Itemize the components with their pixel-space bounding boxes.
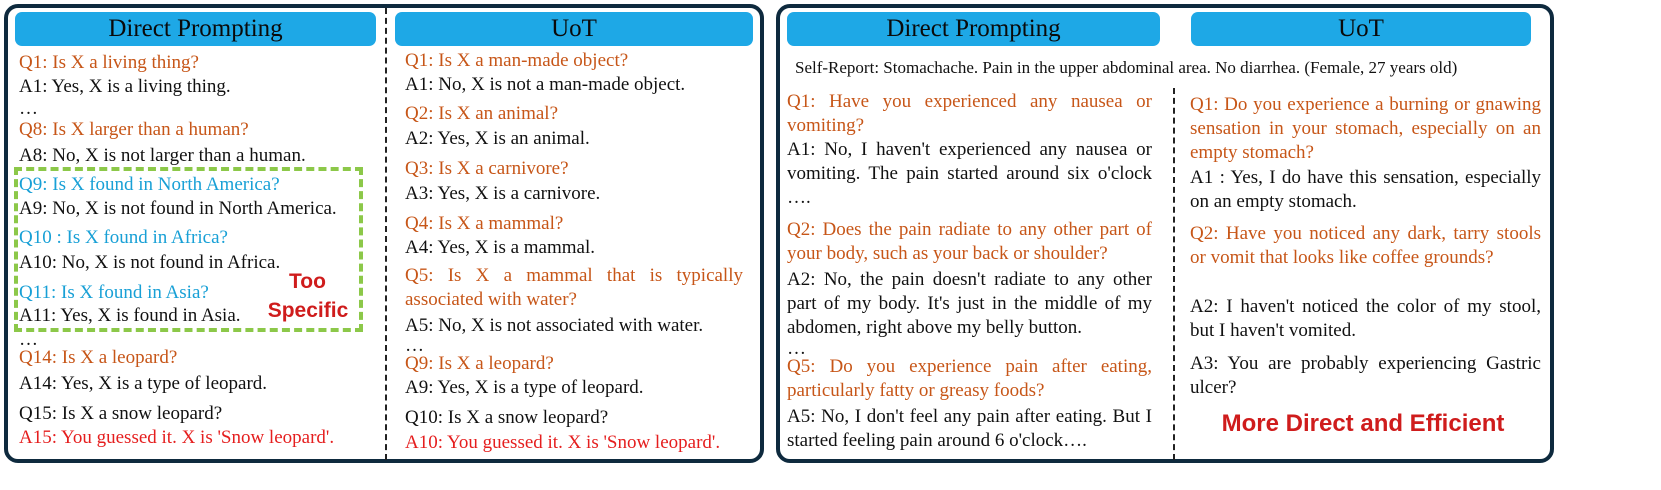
left-uot-header: UoT xyxy=(395,12,753,46)
left-uot-q2: Q2: Is X an animal? xyxy=(405,103,559,124)
left-direct-q11: Q11: Is X found in Asia? xyxy=(19,282,209,303)
left-direct-q10: Q10 : Is X found in Africa? xyxy=(19,227,228,248)
self-report: Self-Report: Stomachache. Pain in the upper abdominal area. No diarrhea. (Female, 27 years old) xyxy=(795,58,1458,77)
right-direct-q1: Q1: Have you experienced any nausea or vomiting? xyxy=(787,91,1152,136)
right-direct-ellipsis: … xyxy=(787,338,806,359)
right-uot-header: UoT xyxy=(1191,12,1531,46)
left-uot-a2: A2: Yes, X is an animal. xyxy=(405,128,590,149)
left-panel-divider xyxy=(385,8,387,460)
right-direct-a1: A1: No, I haven't experienced any nausea or vomiting. The pain started around six o'clock …. xyxy=(787,139,1152,208)
left-direct-a10: A10: No, X is not found in Africa. xyxy=(19,252,281,273)
left-direct-q1: Q1: Is X a living thing? xyxy=(19,52,199,73)
left-uot-a3: A3: Yes, X is a carnivore. xyxy=(405,183,601,204)
right-direct-a5: A5: No, I don't feel any pain after eating. But I started feeling pain around 6 o'clock…. xyxy=(787,406,1152,451)
left-direct-q15: Q15: Is X a snow leopard? xyxy=(19,403,223,424)
left-direct-q9: Q9: Is X found in North America? xyxy=(19,174,280,195)
right-uot-q1: Q1: Do you experience a burning or gnawing sensation in your stomach, especially on an empty stomach? xyxy=(1190,94,1541,163)
right-uot-a1: A1 : Yes, I do have this sensation, especially on an empty stomach. xyxy=(1190,167,1541,212)
right-uot-a2: A2: I haven't noticed the color of my stool, but I haven't vomited. xyxy=(1190,296,1541,341)
left-uot-q4: Q4: Is X a mammal? xyxy=(405,213,564,234)
too-specific-callout-line1: Too xyxy=(289,270,326,293)
left-uot-a4: A4: Yes, X is a mammal. xyxy=(405,237,595,258)
left-direct-ellipsis-1: … xyxy=(19,98,38,119)
left-uot-a5: A5: No, X is not associated with water. xyxy=(405,315,704,336)
right-direct-q2: Q2: Does the pain radiate to any other part of your body, such as your back or shoulder? xyxy=(787,219,1152,264)
left-uot-a9: A9: Yes, X is a type of leopard. xyxy=(405,377,644,398)
left-direct-q8: Q8: Is X larger than a human? xyxy=(19,119,249,140)
right-uot-a3: A3: You are probably experiencing Gastric ulcer? xyxy=(1190,353,1541,398)
left-uot-q3: Q3: Is X a carnivore? xyxy=(405,158,569,179)
left-direct-a15: A15: You guessed it. X is 'Snow leopard'. xyxy=(19,427,335,448)
left-direct-a8: A8: No, X is not larger than a human. xyxy=(19,145,306,166)
left-uot-q10: Q10: Is X a snow leopard? xyxy=(405,407,609,428)
left-direct-a14: A14: Yes, X is a type of leopard. xyxy=(19,373,268,394)
left-direct-header: Direct Prompting xyxy=(15,12,376,46)
left-direct-a9: A9: No, X is not found in North America. xyxy=(19,198,337,219)
left-uot-q5: Q5: Is X a mammal that is typically associated with water? xyxy=(405,265,743,310)
left-direct-a11: A11: Yes, X is found in Asia. xyxy=(19,305,241,326)
left-direct-a1: A1: Yes, X is a living thing. xyxy=(19,76,231,97)
left-uot-a1: A1: No, X is not a man-made object. xyxy=(405,74,686,95)
right-panel-divider xyxy=(1173,88,1175,460)
left-uot-ellipsis: … xyxy=(405,335,424,356)
left-uot-a10: A10: You guessed it. X is 'Snow leopard'. xyxy=(405,432,721,453)
right-direct-a2: A2: No, the pain doesn't radiate to any other part of my body. It's just in the middle of my abdomen, right above my belly button. xyxy=(787,269,1152,338)
left-direct-ellipsis-2: … xyxy=(19,329,38,350)
right-direct-q5: Q5: Do you experience pain after eating, particularly fatty or greasy foods? xyxy=(787,356,1152,401)
left-uot-q9: Q9: Is X a leopard? xyxy=(405,353,554,374)
right-uot-q2: Q2: Have you noticed any dark, tarry stools or vomit that looks like coffee grounds? xyxy=(1190,223,1541,268)
right-direct-header: Direct Prompting xyxy=(787,12,1160,46)
more-direct-callout: More Direct and Efficient xyxy=(1221,410,1505,437)
too-specific-callout-line2: Specific xyxy=(267,299,349,322)
left-uot-q1: Q1: Is X a man-made object? xyxy=(405,50,629,71)
left-direct-q14: Q14: Is X a leopard? xyxy=(19,347,178,368)
